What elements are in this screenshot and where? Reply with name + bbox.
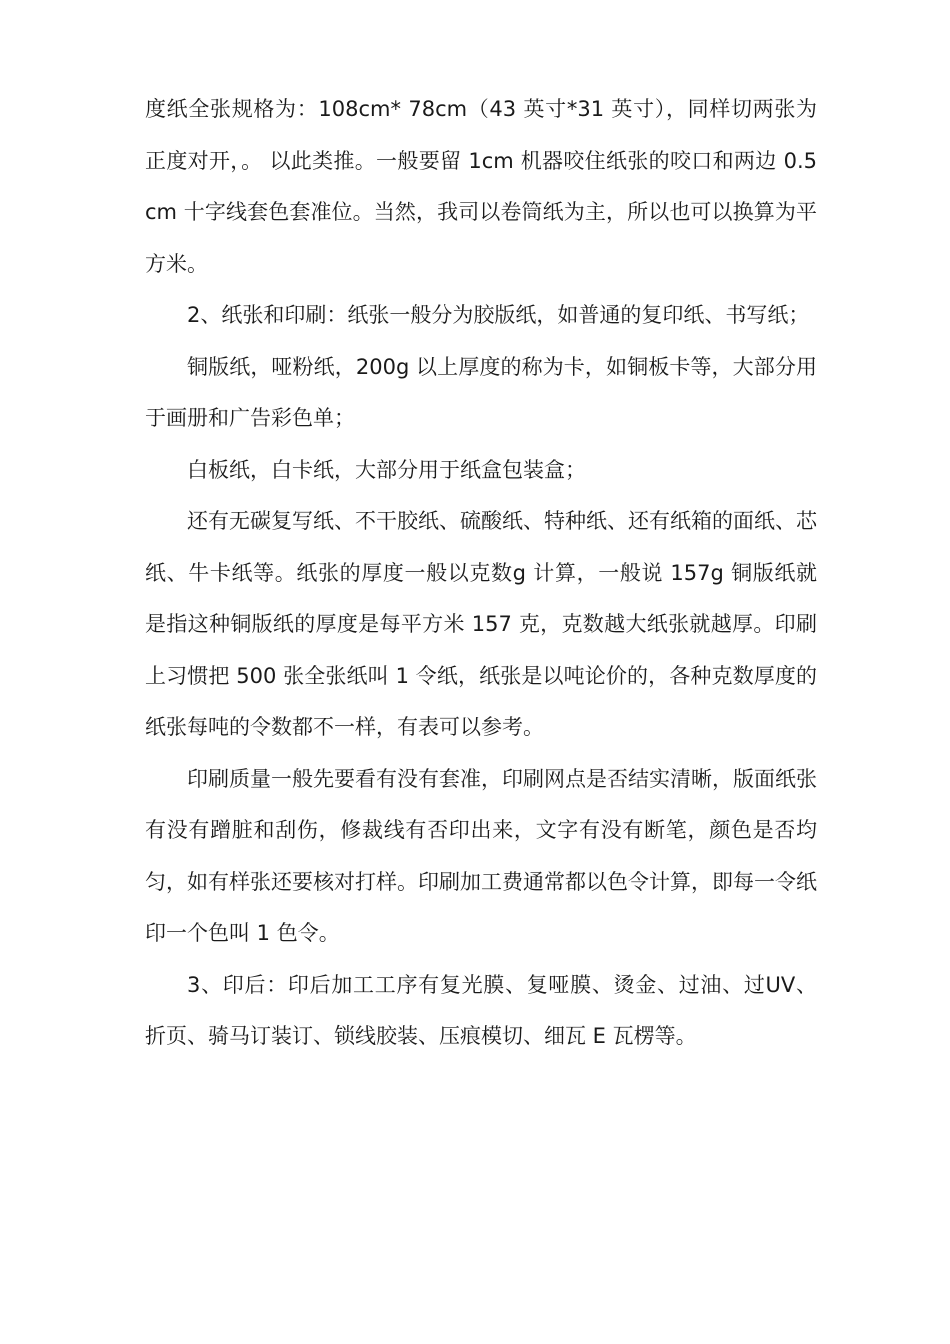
paragraph-paper-and-printing: 2、纸张和印刷：纸张一般分为胶版纸，如普通的复印纸、书写纸；	[187, 303, 810, 327]
paragraph-print-quality: 印刷质量一般先要看有没有套准，印刷网点是否结实清晰，版面纸张有没有蹭脏和刮伤，修裁线有否印出来，文字有没有断笔，颜色是否均匀，如有样张还要核对打样。印刷加工费通常都以色令计算，即每一令纸印一个色叫 1 色令。	[145, 766, 817, 945]
paragraph-post-press: 3、印后：印后加工工序有复光膜、复哑膜、烫金、过油、过UV、折页、骑马订装订、锁线胶装、压痕模切、细瓦 E 瓦楞等。	[145, 972, 817, 1048]
paragraph-coated-paper: 铜版纸，哑粉纸，200g 以上厚度的称为卡，如铜板卡等，大部分用于画册和广告彩色单；	[145, 354, 817, 430]
paragraph-special-paper: 还有无碳复写纸、不干胶纸、硫酸纸、特种纸、还有纸箱的面纸、芯纸、牛卡纸等。纸张的厚度一般以克数g 计算，一般说 157g 铜版纸就是指这种铜版纸的厚度是每平方米 157 克，克数越大纸张就越厚。印刷上习惯把 500 张全张纸叫 1 令纸，纸张是以吨论价的，各种克数厚度的纸张每吨的令数都不一样，有表可以参考。	[145, 509, 817, 739]
paragraph-board-paper: 白板纸，白卡纸，大部分用于纸盒包装盒；	[187, 457, 586, 482]
document-body	[145, 84, 817, 1063]
paragraph-continuation: 度纸全张规格为：108cm* 78cm（43 英寸*31 英寸），同样切两张为正度对开，。 以此类推。一般要留 1cm 机器咬住纸张的咬口和两边 0.5cm 十字线套色套准位。当然，我司以卷筒纸为主，所以也可以换算为平方米。	[145, 97, 817, 276]
